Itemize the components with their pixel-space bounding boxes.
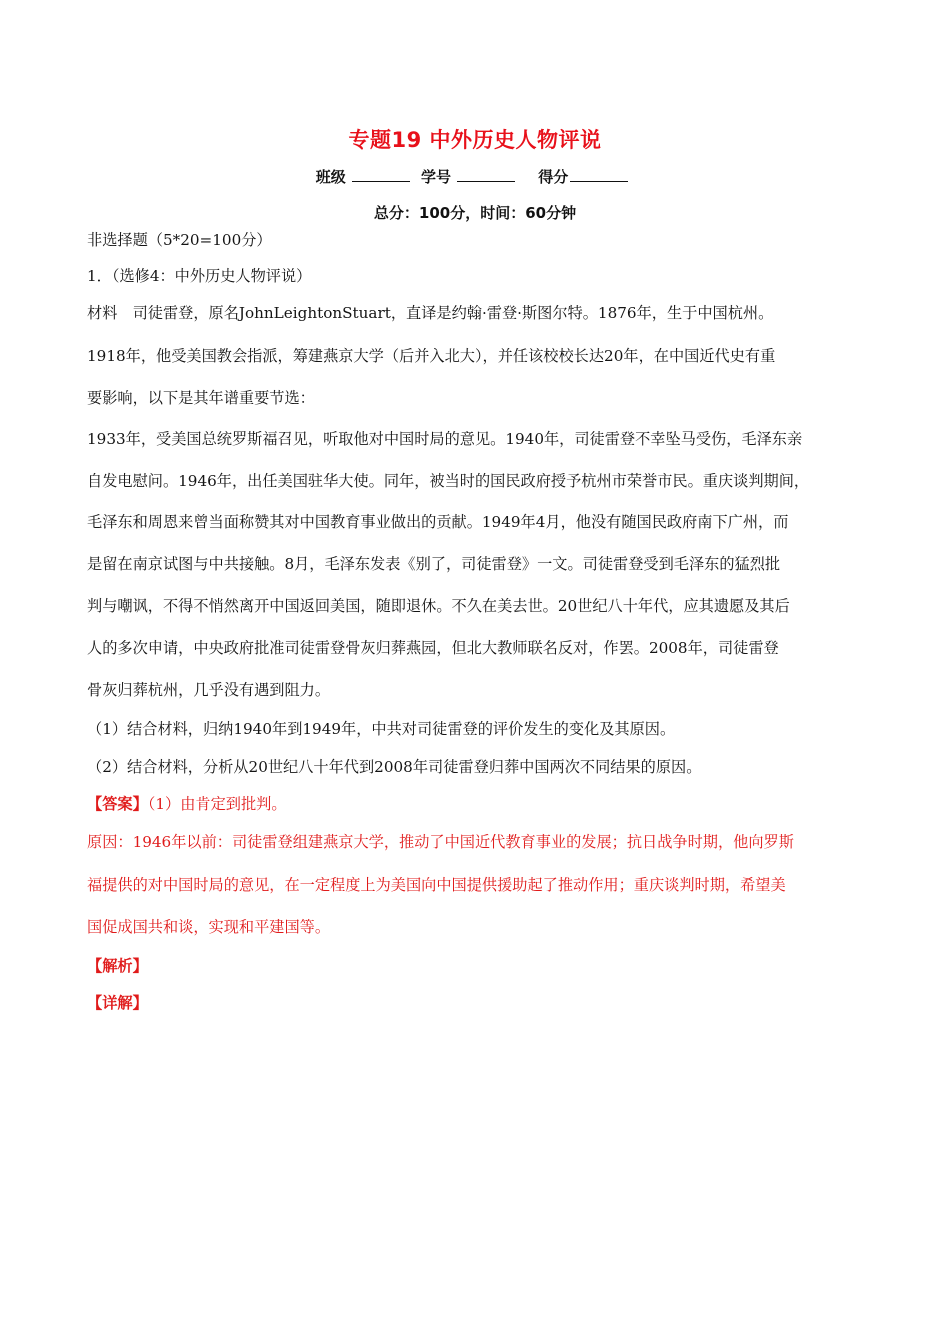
class-blank bbox=[352, 167, 410, 182]
sub-question-2: （2）结合材料，分析从20世纪八十年代到2008年司徒雷登归葬中国两次不同结果的原因。 bbox=[87, 758, 702, 776]
material-line: 材料 司徒雷登，原名JohnLeightonStuart，直译是约翰·雷登·斯图尔特。1876年，生于中国杭州。 bbox=[87, 304, 774, 322]
material-line: 毛泽东和周恩来曾当面称赞其对中国教育事业做出的贡献。1949年4月，他没有随国民政府南下广州，而 bbox=[87, 513, 789, 531]
material-line: 人的多次申请，中央政府批准司徒雷登骨灰归葬燕园，但北大教师联名反对，作罢。2008年，司徒雷登 bbox=[87, 639, 779, 657]
student-info-row bbox=[0, 166, 950, 187]
answer-line bbox=[87, 793, 287, 814]
total-info: 总分：100分，时间：60分钟 bbox=[373, 204, 577, 222]
material-line: 要影响，以下是其年谱重要节选： bbox=[87, 389, 315, 407]
reason-line: 原因：1946年以前：司徒雷登组建燕京大学，推动了中国近代教育事业的发展；抗日战争时期，他向罗斯 bbox=[87, 833, 794, 851]
detail-label: 【详解】 bbox=[87, 994, 148, 1012]
number-blank bbox=[457, 167, 515, 182]
material-line: 自发电慰问。1946年，出任美国驻华大使。同年，被当时的国民政府授予杭州市荣誉市民。重庆谈判期间， bbox=[87, 472, 810, 490]
sub-question-1: （1）结合材料，归纳1940年到1949年，中共对司徒雷登的评价发生的变化及其原因。 bbox=[87, 720, 676, 738]
score-label: 得分 bbox=[538, 168, 569, 186]
material-line: 1918年，他受美国教会指派，筹建燕京大学（后并入北大），并任该校校长达20年，在中国近代史有重 bbox=[87, 347, 776, 365]
question-number: 1．（选修4：中外历史人物评说） bbox=[87, 267, 312, 285]
reason-line: 福提供的对中国时局的意见，在一定程度上为美国向中国提供援助起了推动作用；重庆谈判时期，希望美 bbox=[87, 876, 786, 894]
analysis-label: 【解析】 bbox=[87, 957, 148, 975]
page-title: 专题19 中外历史人物评说 bbox=[348, 128, 602, 152]
material-line: 1933年，受美国总统罗斯福召见，听取他对中国时局的意见。1940年，司徒雷登不幸坠马受伤，毛泽东亲 bbox=[87, 430, 803, 448]
material-line: 是留在南京试图与中共接触。8月，毛泽东发表《别了，司徒雷登》一文。司徒雷登受到毛泽东的猛烈批 bbox=[87, 555, 781, 573]
number-label: 学号 bbox=[420, 168, 451, 186]
answer-part1: （1）由肯定到批判。 bbox=[147, 795, 287, 813]
section-heading: 非选择题（5*20=100分） bbox=[87, 231, 272, 249]
material-line: 判与嘲讽，不得不悄然离开中国返回美国，随即退休。不久在美去世。20世纪八十年代，应其遗愿及其后 bbox=[87, 597, 790, 615]
class-label: 班级 bbox=[315, 168, 346, 186]
answer-label: 【答案】 bbox=[87, 795, 148, 813]
score-blank bbox=[570, 167, 628, 182]
reason-line: 国促成国共和谈，实现和平建国等。 bbox=[87, 918, 330, 936]
material-line: 骨灰归葬杭州，几乎没有遇到阻力。 bbox=[87, 681, 330, 699]
